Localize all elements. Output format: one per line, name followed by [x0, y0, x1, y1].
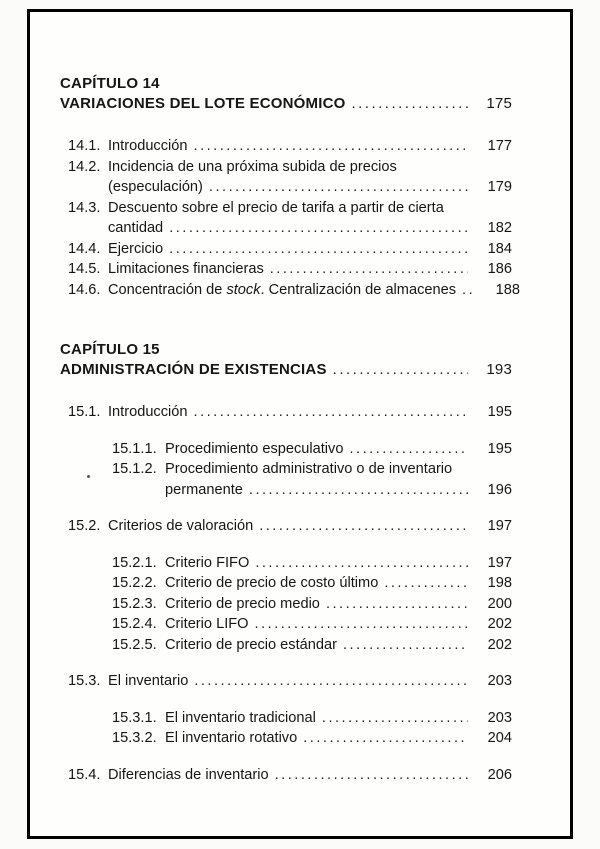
entry-title: El inventario: [108, 673, 189, 689]
dot-leader: [255, 553, 468, 574]
toc-entry: [60, 402, 512, 423]
entry-page-number: 197: [487, 518, 512, 534]
dot-leader: [194, 402, 468, 423]
entry-page-number: 188: [495, 281, 521, 298]
entry-number: 15.2.5.: [112, 636, 157, 653]
italic-word: stock: [226, 281, 261, 298]
toc-entry: [60, 708, 512, 729]
dot-leader: [343, 635, 468, 656]
chapter-title-row: [60, 360, 512, 380]
entry-title: El inventario tradicional: [165, 709, 316, 726]
entry-page-number: 198: [487, 575, 512, 591]
entry-title: Diferencias de inventario: [108, 766, 269, 783]
entry-number: 15.3.1.: [112, 709, 157, 726]
entry-page-number: 203: [487, 709, 512, 726]
dot-leader: [270, 259, 468, 280]
entry-number: 14.3.: [68, 199, 101, 216]
entry-page-number: 184: [487, 240, 512, 257]
toc-entry: [60, 728, 512, 749]
entry-page-number: 200: [487, 595, 512, 612]
dot-leader: [462, 280, 476, 301]
entry-title-line1: Descuento sobre el precio de tarifa a partir de cierta: [108, 199, 444, 216]
dot-leader: [255, 614, 468, 635]
toc-entry: [60, 635, 512, 656]
dot-leader: [351, 94, 468, 114]
chapter-heading: [60, 74, 512, 114]
dot-leader: [209, 177, 468, 198]
entry-title: Limitaciones financieras: [108, 261, 264, 277]
entry-page-number: 206: [487, 766, 512, 783]
toc-entry: [60, 573, 512, 594]
entry-page-number: 195: [487, 440, 512, 457]
entry-title: Concentración de stock. Centralización de almacenes: [108, 281, 457, 298]
entry-number: 14.4.: [68, 240, 101, 257]
toc-entry: [60, 671, 512, 692]
toc-entry: [60, 198, 512, 239]
entry-number: 15.2.3.: [112, 595, 157, 612]
entry-title-line2: permanente: [165, 481, 243, 498]
dot-leader: [303, 728, 468, 749]
entry-number: 14.6.: [68, 281, 101, 298]
entry-page-number: 197: [487, 554, 512, 571]
scan-speckle-artifact: [87, 475, 90, 478]
dot-leader: [194, 671, 468, 692]
entry-page-number: 203: [487, 673, 512, 689]
dot-leader: [333, 360, 468, 380]
chapter-page-number: 193: [486, 361, 512, 378]
entry-page-number: 196: [487, 481, 512, 498]
entry-number: 15.2.: [68, 518, 101, 534]
entry-number: 15.2.4.: [112, 616, 157, 632]
chapter-title: VARIACIONES DEL LOTE ECONÓMICO: [60, 95, 346, 112]
toc-entry: [60, 594, 512, 615]
chapter-title: ADMINISTRACIÓN DE EXISTENCIAS: [60, 361, 327, 378]
toc-entry: [60, 553, 512, 574]
toc-entry: [60, 280, 521, 301]
entry-page-number: 195: [487, 404, 512, 420]
entry-title: Criterio FIFO: [165, 554, 250, 571]
entry-number: 14.1.: [68, 138, 101, 154]
entry-title: Criterio de precio medio: [165, 595, 320, 612]
entry-title-line2: (especulación): [108, 179, 203, 195]
entry-title: Criterio LIFO: [165, 616, 249, 632]
chapter-number: CAPÍTULO 15: [60, 341, 160, 358]
entry-page-number: 179: [487, 179, 512, 195]
entry-title: Criterio de precio estándar: [165, 636, 337, 653]
entry-page-number: 202: [487, 636, 512, 653]
entry-title: Introducción: [108, 404, 188, 420]
chapter-title-row: [60, 94, 512, 114]
chapter-page-number: 175: [486, 95, 512, 112]
dot-leader: [384, 573, 468, 594]
entry-page-number: 202: [487, 616, 512, 632]
entry-title-line1: Incidencia de una próxima subida de precios: [108, 158, 397, 175]
entry-page-number: 182: [487, 220, 512, 236]
entry-number: 15.3.2.: [112, 730, 157, 746]
entry-number: 14.5.: [68, 261, 101, 277]
entry-number: 15.1.2.: [112, 461, 157, 477]
chapter-heading: [60, 340, 512, 380]
page-frame-border: [27, 9, 573, 839]
toc-entry: [60, 259, 512, 280]
dot-leader: [275, 765, 468, 786]
toc-entry: [60, 439, 512, 460]
entry-page-number: 177: [487, 138, 512, 154]
dot-leader: [249, 480, 468, 501]
entry-title: Criterio de precio de costo último: [165, 575, 379, 591]
entry-title: Introducción: [108, 138, 188, 154]
entry-title: Ejercicio: [108, 240, 164, 257]
toc-entry: [60, 516, 512, 537]
entry-title-line1: Procedimiento administrativo o de inventario: [165, 461, 453, 477]
entry-number: 15.1.: [68, 404, 101, 420]
entry-number: 15.1.1.: [112, 440, 157, 457]
entry-number: 14.2.: [68, 158, 101, 175]
toc-entry: [60, 765, 512, 786]
entry-page-number: 204: [487, 730, 512, 746]
entry-number: 15.3.: [68, 673, 101, 689]
dot-leader: [349, 439, 468, 460]
dot-leader: [169, 218, 468, 239]
dot-leader: [194, 136, 468, 157]
dot-leader: [322, 708, 468, 729]
entry-title: Criterios de valoración: [108, 518, 254, 534]
dot-leader: [259, 516, 468, 537]
dot-leader: [169, 239, 468, 260]
entry-title: Procedimiento especulativo: [165, 440, 344, 457]
chapter-number: CAPÍTULO 14: [60, 75, 160, 92]
entry-title-line2: cantidad: [108, 220, 164, 236]
toc-entry: [60, 136, 512, 157]
toc-entry: [60, 157, 512, 198]
toc-entry: [60, 459, 512, 500]
dot-leader: [326, 594, 468, 615]
toc-entry: [60, 614, 512, 635]
toc-entry: [60, 239, 512, 260]
entry-title: El inventario rotativo: [165, 730, 298, 746]
entry-page-number: 186: [487, 261, 512, 277]
entry-number: 15.4.: [68, 766, 101, 783]
table-of-contents: [30, 12, 570, 836]
entry-number: 15.2.2.: [112, 575, 157, 591]
entry-number: 15.2.1.: [112, 554, 157, 571]
